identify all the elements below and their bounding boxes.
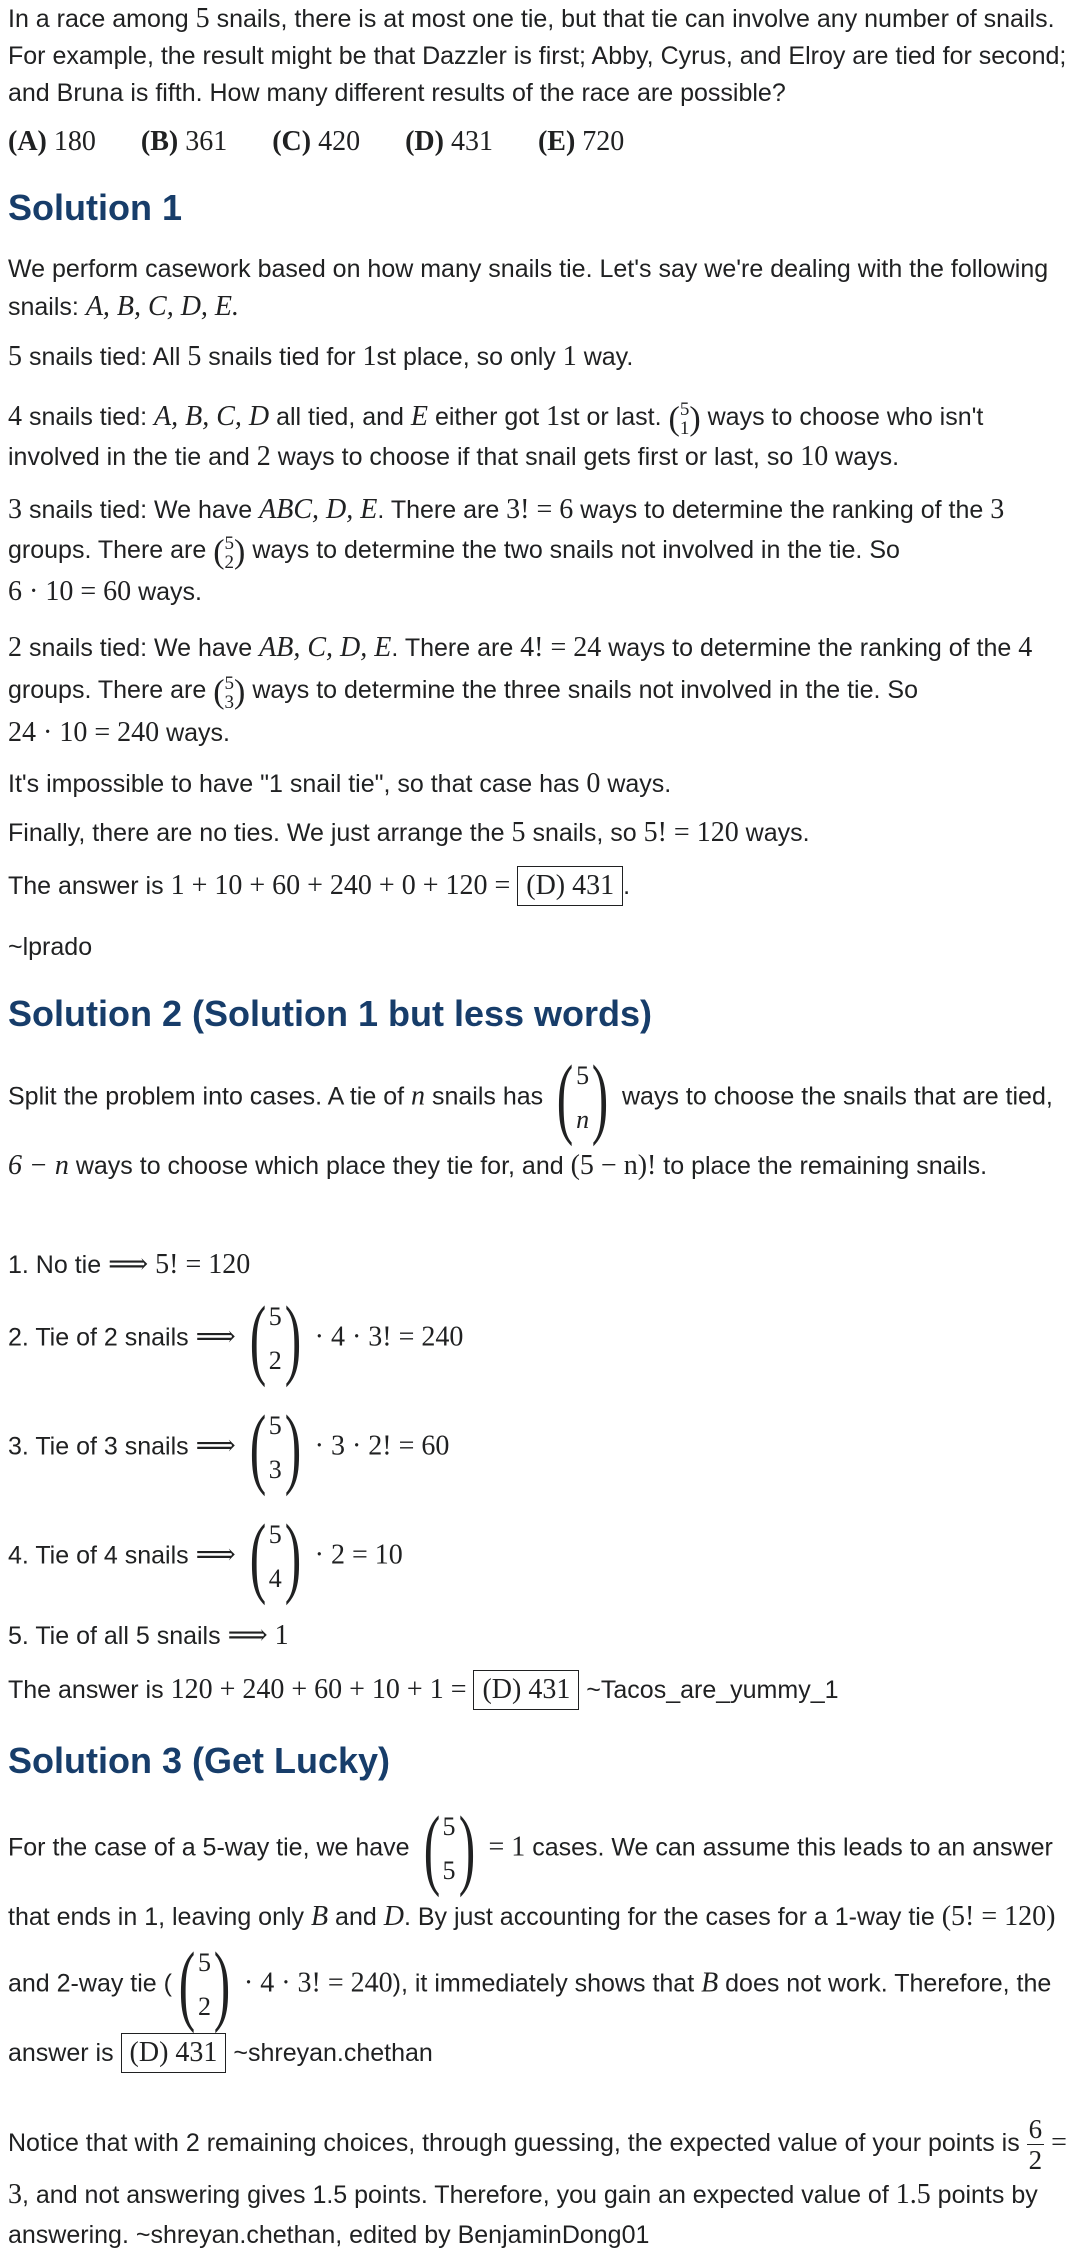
choice-c: (C) 420 [272,126,361,157]
binomial-5-1: ( 5 1 ) [668,399,701,440]
answer-choices [8,123,662,160]
binomial-5-2: ( 5 2 ) [213,532,246,573]
math-5: 5 [195,3,210,34]
s1-intro: We perform casework based on how many snails tie. Let's say we're dealing with the following snails: A, B, C, D, E. [8,255,1049,322]
s1-case-4: 4 snails tied: A, B, C, D all tied, and E either got 1st or last. ( 5 1 ) ways to choose who isn't involved in the tie and 2 ways to choose if that snail gets first or last, so 10 ways. [8,399,984,473]
s1-case-5: 5 snails tied: All 5 snails tied for 1st place, so only 1 way. [8,341,634,372]
s1-case-1: It's impossible to have "1 snail tie", so that case has 0 ways. [8,768,672,799]
binomial-5-2-big-b: ( 5 2 ) [178,1935,231,2034]
s2-item-5: 5. Tie of all 5 snails ⟹ 1 [8,1620,289,1651]
s2-answer: The answer is 120 + 240 + 60 + 10 + 1 = (D) 431 ~Tacos_are_yummy_1 [8,1670,839,1710]
s1-answer: The answer is 1 + 10 + 60 + 240 + 0 + 120 = (D) 431 . [8,866,630,906]
choice-d: (D) 431 [405,126,493,157]
binomial-5-4-big: ( 5 4 ) [249,1507,301,1606]
solution-3-heading: Solution 3 (Get Lucky) [8,1740,391,1781]
s2-item-1: 1. No tie ⟹ 5! = 120 [8,1249,251,1280]
s3-p2: Notice that with 2 remaining choices, through guessing, the expected value of your points is $\frac{6}{2}$ = 3, and not answering gives 1.5 points. Therefore, you gain an expected value of 1.5 points by answering. ~shreyan.chethan, edited by BenjaminDong01 [8,2114,1067,2249]
answer-box: (D) 431 [121,2033,227,2073]
s2-item-3: 3. Tie of 3 snails ⟹ ( 5 3 ) · 3 · 2! = 60 [8,1398,450,1497]
binomial-5-3-big: ( 5 3 ) [249,1398,301,1497]
choice-b: (B) 361 [140,126,228,157]
problem-text-a: In a race among [8,5,196,33]
s2-item-2: 2. Tie of 2 snails ⟹ ( 5 2 ) · 4 · 3! = 240 [8,1289,464,1388]
answer-box: (D) 431 [473,1670,579,1710]
fraction-6-2: $\frac{6}{2}$ [1028,2114,1043,2175]
binomial-5-n: ( 5 n ) [556,1048,609,1147]
answer-box: (D) 431 [517,866,623,906]
binomial-5-2-big: ( 5 2 ) [249,1289,301,1388]
solution-2-heading: Solution 2 (Solution 1 but less words) [8,993,653,1034]
binomial-5-3: ( 5 3 ) [213,672,246,713]
problem-text [8,0,1070,112]
s1-author: ~lprado [8,933,93,961]
s1-case-2: 2 snails tied: We have AB, C, D, E. There are 4! = 24 ways to determine the ranking of the 4 groups. There are ( 5 3 ) ways to determine the three snails not involved in the tie. So 24 · 10 = 240 ways. [8,632,1033,749]
binomial-5-5-big: ( 5 5 ) [423,1799,475,1898]
s3-p1: For the case of a 5-way tie, we have ( 5 5 ) = 1 cases. We can assume this leads to an answer that ends in 1, leaving only B and D. By just accounting for the cases for a 1-way tie (5! = 120) and 2-way tie ( ( 5 2 ) · 4 · 3! = 240), it immediately shows that B does not work. Therefore, the answer is (D) 431 ~shreyan.chethan [8,1804,1074,2076]
s1-no-ties: Finally, there are no ties. We just arrange the 5 snails, so 5! = 120 ways. [8,817,810,848]
problem-text-b: snails, there is at most one tie, but that tie can involve any number of snails. For example, the result might be that Dazzler is first; Abby, Cyrus, and Elroy are tied for second; and Bruna is fifth. How many different results of the race are possible? [8,5,1067,107]
solution-1-heading: Solution 1 [8,187,182,228]
s1-case-3: 3 snails tied: We have ABC, D, E. There are 3! = 6 ways to determine the ranking of the 3 groups. There are ( 5 2 ) ways to determine the two snails not involved in the tie. So 6 · 10 = 60 ways. [8,494,1005,607]
s2-intro: Split the problem into cases. A tie of n snails has ( 5 n ) ways to choose the snails that are tied, 6 − n ways to choose which place they tie for, and (5 − n)! to place the remaining snails. [8,1048,1053,1181]
s2-item-4: 4. Tie of 4 snails ⟹ ( 5 4 ) · 2 = 10 [8,1507,403,1606]
choice-e: (E) 720 [537,126,625,157]
choice-a: (A) 180 [8,126,96,157]
